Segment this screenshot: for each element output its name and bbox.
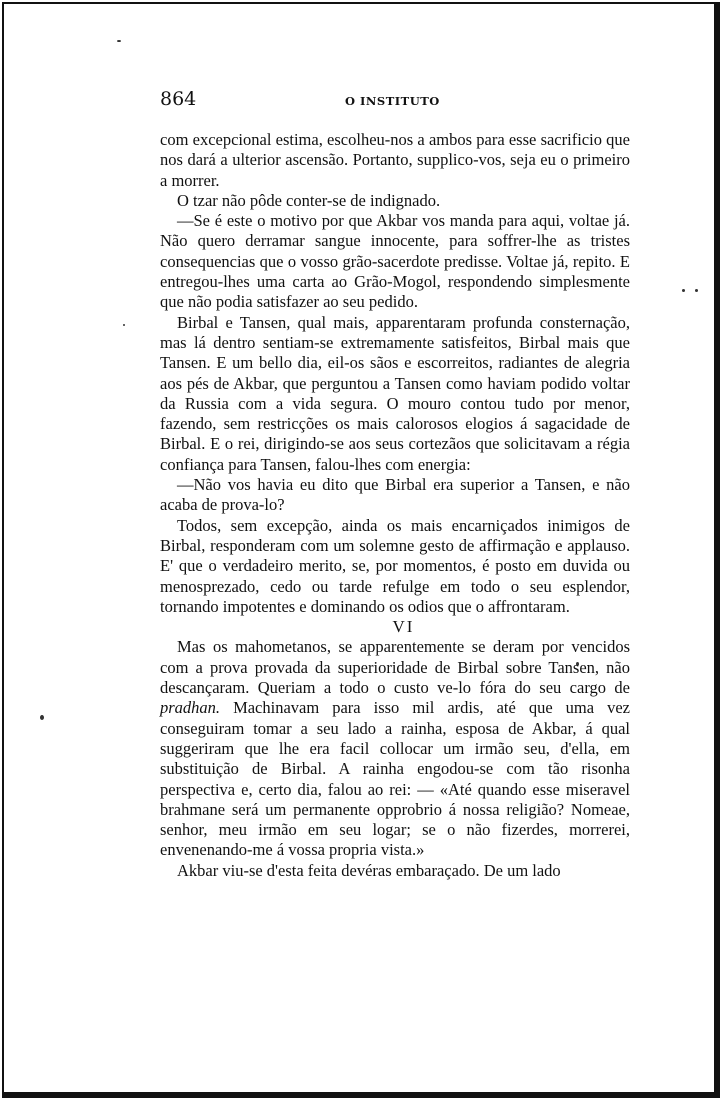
paragraph-text: Mas os mahometanos, se apparentemente se deram por vencidos com a prova provada da superioridade de Birbal sobre Tansen, não descançaram. Queriam a todo o custo ve-lo fóra do seu cargo de: [160, 637, 630, 698]
paragraph: —Se é este o motivo por que Akbar vos manda para aqui, voltae já. Não quero derramar sangue innocente, para soffrer-lhe as tristes consequencias que o vosso grão-sacerdote predisse. Voltae já, repito. E entregou-lhes uma carta ao Grão-Mogol, respondendo simplesmente que não podia satisfazer ao seu pedido.: [160, 211, 630, 312]
paragraph: Akbar viu-se d'esta feita devéras embaraçado. De um lado: [177, 860, 561, 880]
body-text: [160, 130, 630, 881]
scan-speck: [682, 289, 685, 292]
section-heading: VI: [392, 617, 415, 637]
paragraph: —Não vos havia eu dito que Birbal era superior a Tansen, e não acaba de prova-lo?: [160, 475, 630, 515]
paragraph: com excepcional estima, escolheu-nos a ambos para esse sacrificio que nos dará a ulterior ascensão. Portanto, supplico-vos, seja eu o primeiro a morrer.: [160, 130, 630, 190]
scan-speck: [123, 324, 125, 326]
scan-speck: [695, 289, 698, 292]
paragraph: Todos, sem excepção, ainda os mais encarniçados inimigos de Birbal, responderam com um solemne gesto de affirmação e applauso. E' que o verdadeiro merito, se, por momentos, é posto em duvida ou menosprezado, cedo ou tarde refulge em todo o seu esplendor, tornando impotentes e dominando os odios que o affrontaram.: [160, 515, 630, 616]
page-header: [160, 88, 630, 116]
paragraph-text: Machinavam para isso mil ardis, até que uma vez conseguiram tomar a seu lado a rainha, esposa de Akbar, á qual suggeriram que lhe era facil collocar um irmão seu, d'ella, em substituição de Birbal. A rainha engodou-se com tão risonha perspectiva e, certo dia, falou ao rei: — «Até quando esse miseravel brahmane será um permanente opprobrio á nossa religião? Nomeae, senhor, meu irmão em seu logar; se o não fizerdes, morrerei, envenenando-me á vossa propria vista.»: [160, 698, 630, 860]
scan-speck: [117, 40, 121, 42]
italic-term: pradhan.: [160, 698, 221, 718]
paragraph: Birbal e Tansen, qual mais, apparentaram profunda consternação, mas lá dentro sentiam-se extremamente satisfeitos, Birbal mais que Tansen. E um bello dia, eil-os sãos e escorreitos, radiantes de alegria aos pés de Akbar, que perguntou a Tansen como haviam podido voltar da Russia com a vida segura. O mouro contou tudo por menor, fazendo, sem restricções os mais calorosos elogios á sagacidade de Birbal. E o rei, dirigindo-se aos seus cortezãos que solicitavam a régia confiança para Tansen, falou-lhes com energia:: [160, 312, 630, 474]
page-number: 864: [160, 88, 197, 110]
running-title: O INSTITUTO: [345, 94, 440, 108]
paragraph: [160, 637, 630, 860]
paragraph: O tzar não pôde conter-se de indignado.: [177, 190, 441, 210]
scan-speck: [40, 715, 44, 720]
